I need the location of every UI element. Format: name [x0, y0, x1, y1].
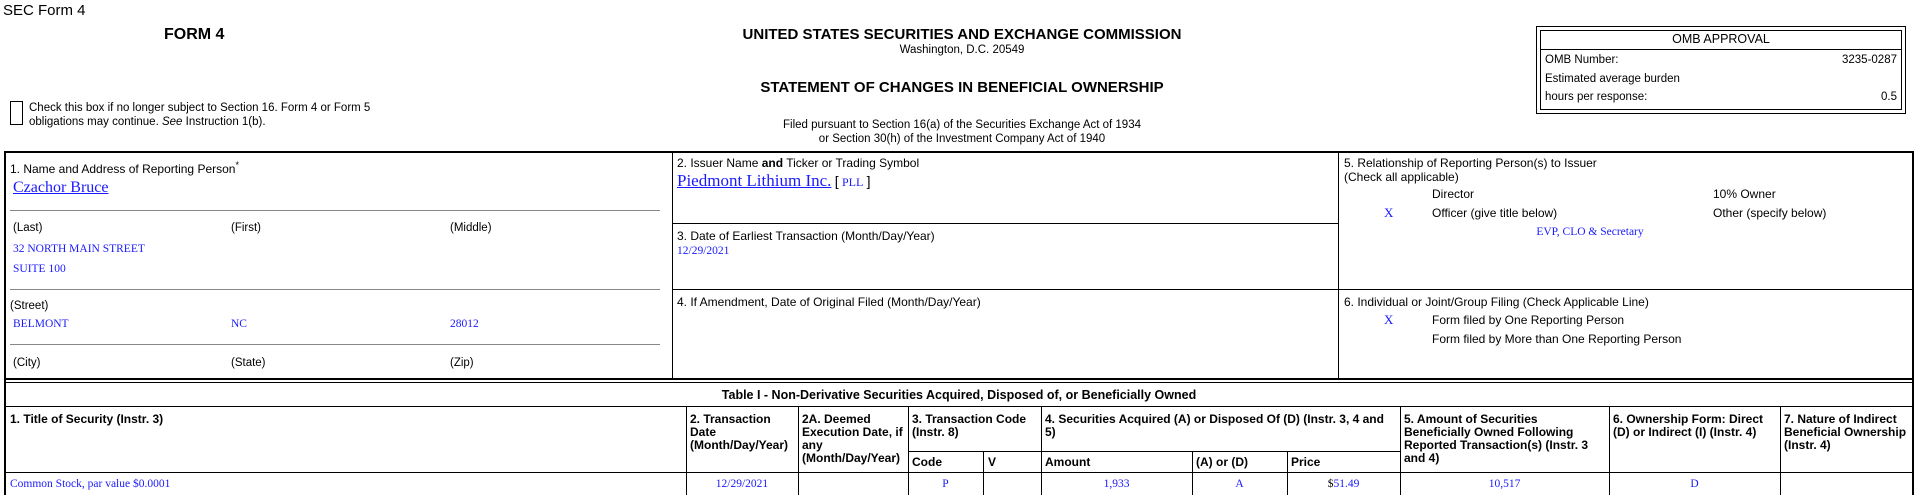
ten-pct-owner-label: 10% Owner [1713, 187, 1776, 201]
relationship-label: 5. Relationship of Reporting Person(s) to Issuer (Check all applicable) [1344, 156, 1597, 184]
sec-form-label: SEC Form 4 [3, 2, 86, 19]
issuer-name-link[interactable]: Piedmont Lithium Inc. [677, 171, 832, 190]
city-label: (City) [13, 357, 41, 369]
zip-label: (Zip) [450, 357, 474, 369]
col-ownership-form: 6. Ownership Form: Direct (D) or Indirect (I) (Instr. 4) [1613, 412, 1764, 439]
ticker-bracket-close: ] [866, 173, 871, 189]
zip-value: 28012 [450, 318, 479, 330]
checkbox-label: Check this box if no longer subject to Section 16. Form 4 or Form 5 obligations may continue. See Instruction 1(b). [29, 102, 371, 128]
ticker-symbol: PLL [841, 175, 864, 189]
filed-pursuant: Filed pursuant to Section 16(a) of the Securities Exchange Act of 1934 or Section 30(h) of the Investment Company Act of 1940 [783, 119, 1141, 145]
cell-amount: 1,933 [1103, 478, 1130, 490]
ticker-bracket-open: [ [834, 173, 839, 189]
first-label: (First) [231, 222, 262, 234]
col-a-or-d: (A) or (D) [1196, 455, 1248, 469]
state-value: NC [231, 318, 247, 330]
omb-number-value: 3235-0287 [1842, 54, 1897, 66]
officer-label: Officer (give title below) [1432, 206, 1558, 220]
one-person-label: Form filed by One Reporting Person [1432, 313, 1625, 327]
middle-label: (Middle) [450, 222, 492, 234]
statement-title: STATEMENT OF CHANGES IN BENEFICIAL OWNERSHIP [760, 79, 1164, 96]
amendment-label: 4. If Amendment, Date of Original Filed (Month/Day/Year) [677, 295, 981, 309]
other-label: Other (specify below) [1713, 206, 1827, 220]
omb-approval-box [1536, 26, 1906, 114]
agency-title: UNITED STATES SECURITIES AND EXCHANGE COMMISSION [742, 26, 1182, 43]
cell-ownership-form: D [1690, 478, 1699, 490]
col-deemed-execution-date: 2A. Deemed Execution Date, if any (Month/Day/Year) [802, 412, 903, 465]
director-label: Director [1432, 187, 1475, 201]
filing-label: 6. Individual or Joint/Group Filing (Check Applicable Line) [1344, 295, 1649, 309]
omb-burden-label: Estimated average burden [1545, 73, 1680, 85]
last-label: (Last) [13, 222, 43, 234]
more-persons-label: Form filed by More than One Reporting Person [1432, 332, 1682, 346]
col-transaction-date: 2. Transaction Date (Month/Day/Year) [690, 412, 789, 452]
street-line1: 32 NORTH MAIN STREET [13, 243, 145, 255]
col-transaction-code: 3. Transaction Code (Instr. 8) [912, 412, 1027, 439]
col-nature-indirect: 7. Nature of Indirect Beneficial Ownership (Instr. 4) [1784, 412, 1907, 452]
earliest-date-value: 12/29/2021 [677, 245, 730, 257]
cell-price: $51.49 [1327, 478, 1360, 490]
table1-title: Table I - Non-Derivative Securities Acquired, Disposed of, or Beneficially Owned [721, 388, 1197, 402]
col-amount-owned: 5. Amount of Securities Beneficially Owned Following Reported Transaction(s) (Instr. 3 and 4) [1404, 412, 1589, 465]
earliest-date-label: 3. Date of Earliest Transaction (Month/Day/Year) [677, 229, 935, 243]
cell-a-or-d: A [1235, 478, 1244, 490]
cell-code: P [942, 478, 949, 490]
issuer-label: 2. Issuer Name and Ticker or Trading Symbol [677, 156, 920, 170]
form-title: FORM 4 [164, 26, 225, 43]
officer-title: EVP, CLO & Secretary [1536, 226, 1644, 238]
reporting-person-name-link[interactable]: Czachor Bruce [13, 179, 109, 196]
section16-checkbox[interactable] [10, 101, 23, 125]
agency-location: Washington, D.C. 20549 [899, 44, 1025, 56]
col-price: Price [1291, 455, 1321, 469]
omb-number-label: OMB Number: [1545, 54, 1619, 66]
officer-mark: X [1384, 205, 1394, 220]
col-amount: Amount [1045, 455, 1091, 469]
one-person-mark: X [1384, 312, 1394, 327]
state-label: (State) [231, 357, 266, 369]
issuer-name-row [677, 171, 871, 191]
omb-hours-label: hours per response: [1545, 91, 1648, 103]
city-value: BELMONT [13, 318, 69, 330]
cell-owned: 10,517 [1488, 478, 1521, 490]
reporting-person-label: 1. Name and Address of Reporting Person* [10, 160, 239, 176]
col-securities-acquired: 4. Securities Acquired (A) or Disposed Of (D) (Instr. 3, 4 and 5) [1045, 412, 1384, 439]
omb-title: OMB APPROVAL [1672, 32, 1770, 46]
col-code: Code [912, 455, 942, 469]
cell-date: 12/29/2021 [715, 478, 769, 490]
col-v: V [988, 455, 997, 469]
street-label: (Street) [10, 300, 49, 312]
omb-hours-value: 0.5 [1881, 91, 1897, 103]
cell-security: Common Stock, par value $0.0001 [10, 478, 171, 490]
street-line2: SUITE 100 [13, 263, 66, 275]
col-title-of-security: 1. Title of Security (Instr. 3) [10, 412, 164, 426]
